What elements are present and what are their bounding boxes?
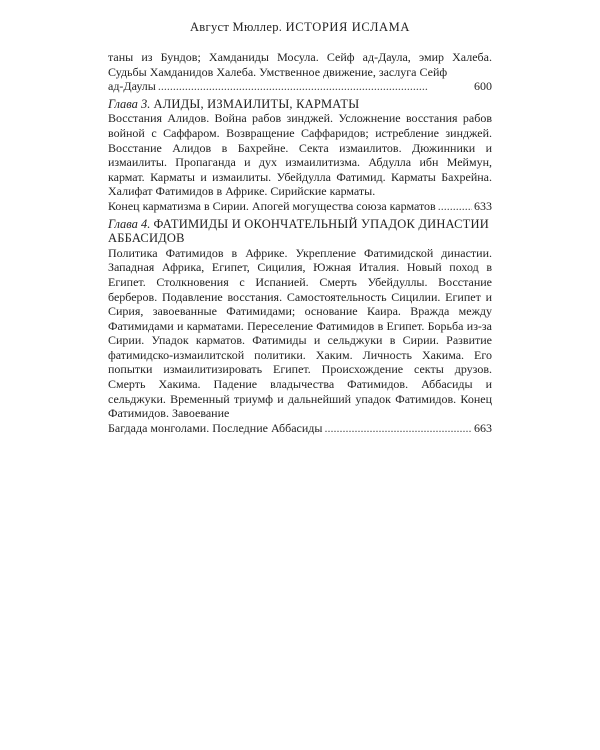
toc-entry-last-text: Конец карматизма в Сирии. Апогей могущества союза карматов	[108, 198, 436, 213]
toc-entry-body: таны из Бундов; Хамданиды Мосула. Сейф ад-Даула, эмир Халеба. Судьбы Хамданидов Халеба. Умственное движение, заслуга Сейф	[108, 50, 492, 79]
toc-entry-last-text: ад-Даулы	[108, 79, 156, 94]
chapter-number: Глава 3.	[108, 96, 151, 111]
page-number: 600	[474, 79, 492, 94]
header-author: Август Мюллер.	[189, 20, 283, 34]
chapter-heading	[108, 217, 492, 246]
chapter-heading	[108, 97, 492, 112]
chapter-number: Глава 4.	[108, 216, 151, 231]
dot-leader	[438, 199, 472, 214]
chapter-name: ФАТИМИДЫ И ОКОНЧАТЕЛЬНЫЙ УПАДОК ДИНАСТИИ АББАСИДОВ	[108, 216, 489, 246]
chapter-name: АЛИДЫ, ИЗМАИЛИТЫ, КАРМАТЫ	[153, 96, 360, 111]
table-of-contents	[108, 50, 492, 435]
toc-entry-last-text: Багдада монголами. Последние Аббасиды	[108, 420, 323, 435]
toc-entry-chapter-3	[108, 97, 492, 214]
toc-entry-body: Восстания Алидов. Война рабов зинджей. Усложнение восстания рабов войной с Саффаром. Возвращение Саффаридов; истребление зинджей. Восстание Алидов в Бахрейне. Секта измаилитов. Дюжинники и измаилиты. Пропаганда и дух измаилитизма. Абдулла ибн Меймун, кармат. Карматы и измаилиты. Убейдулла Фатимид. Карматы Бахрейна. Халифат Фатимидов в Африке. Сирийские карматы.	[108, 111, 492, 199]
header-book-title: ИСТОРИЯ ИСЛАМА	[285, 20, 411, 34]
dot-leader	[324, 421, 472, 436]
toc-entry-chapter-4	[108, 217, 492, 436]
dot-leader	[158, 79, 472, 94]
page-number: 633	[474, 198, 492, 213]
toc-entry-body: Политика Фатимидов в Африке. Укрепление Фатимидской династии. Западная Африка, Египет, Сицилия, Южная Италия. Новый поход в Египет. Столкновения с Испанией. Смерть Убейдуллы. Восстание берберов. Подавление восстания. Самостоятельность Сицилии. Египет и Сирия, завоеванные Фатимидами; основание Каира. Вражда между Фатимидами и карматами. Переселение Фатимидов в Египет. Борьба из-за Сирии. Упадок карматов. Фатимиды и сельджуки в Сирии. Развитие фатимидско-измаилитской политики. Хаким. Личность Хакима. Его попытки измаилитизировать Египет. Происхождение секты друзов. Смерть Хакима. Падение владычества Фатимидов. Аббасиды и сельджуки. Временный триумф и дальнейший упадок Фатимидов. Конец Фатимидов. Завоевание	[108, 245, 492, 421]
running-header	[108, 20, 492, 35]
toc-entry-last-line	[108, 199, 492, 214]
toc-entry-last-line	[108, 79, 492, 94]
toc-entry-continuation	[108, 50, 492, 94]
toc-entry-last-line	[108, 421, 492, 436]
page-number: 663	[474, 420, 492, 435]
